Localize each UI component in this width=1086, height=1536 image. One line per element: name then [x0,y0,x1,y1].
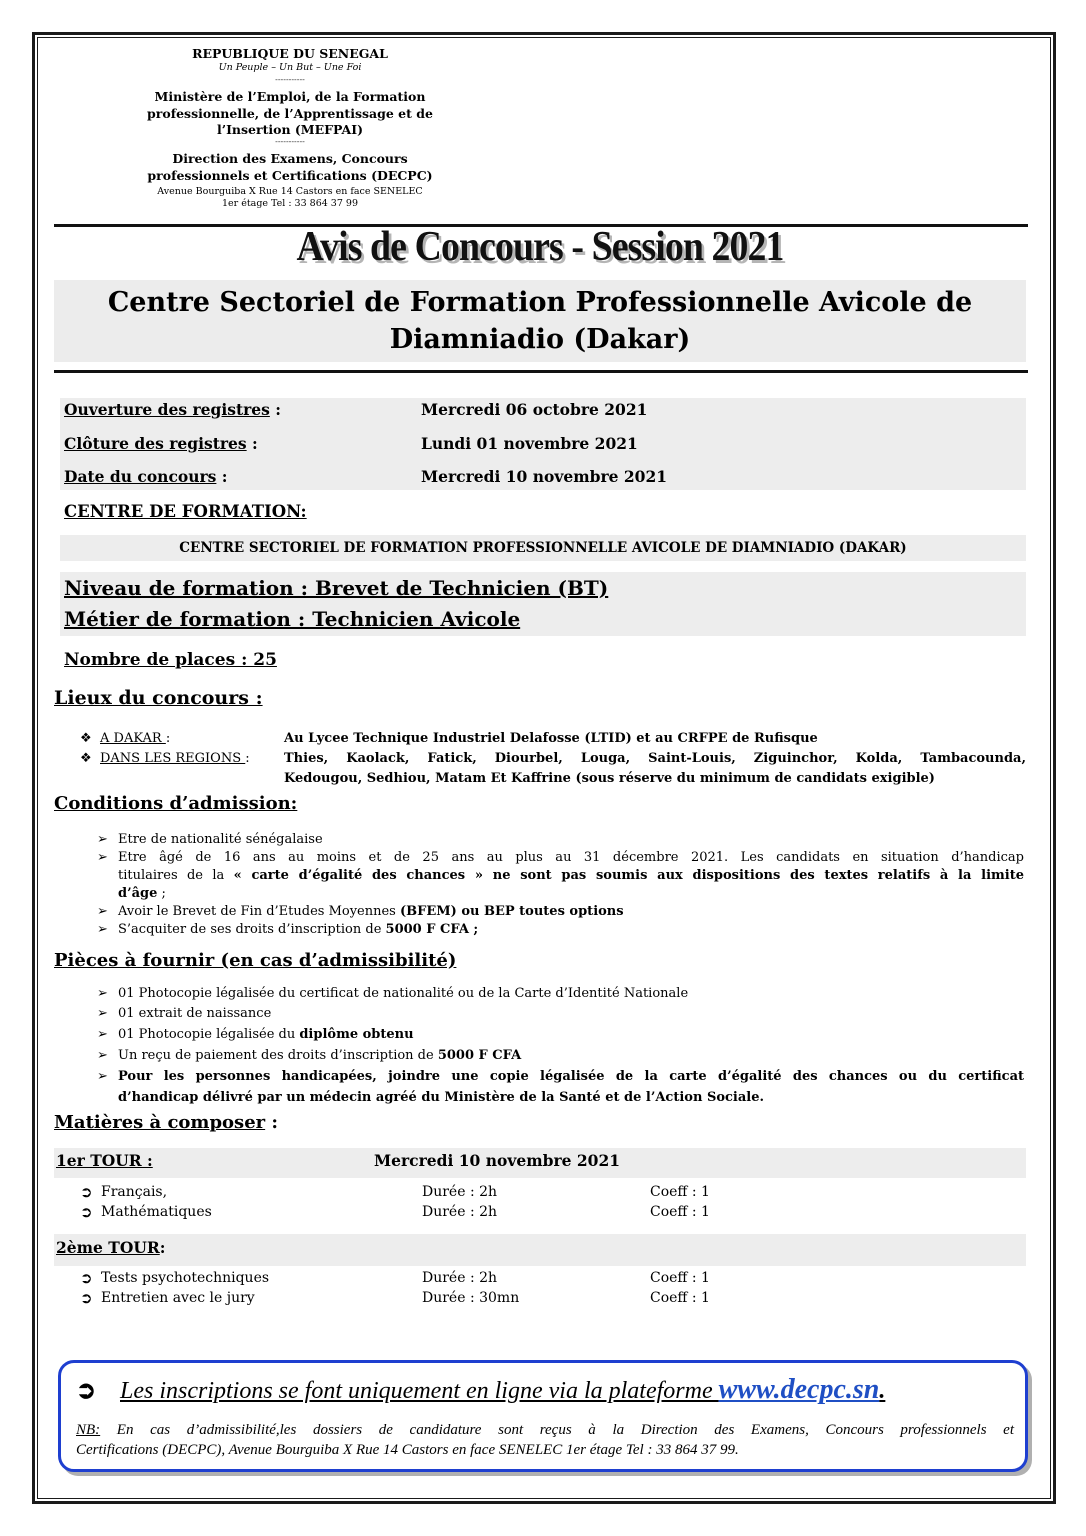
tour2-label: 2ème TOUR: [56,1238,166,1257]
lieu-regions-value-1: Thies, Kaolack, Fatick, Diourbel, Louga, Saint-Louis, Ziguinchor, Kolda, Tambacounda, [284,751,1026,766]
arrowhead-icon: ➢ [97,850,108,865]
ministry-line-3: l’Insertion (MEFPAI) [216,122,363,137]
nombre-places: Nombre de places : 25 [64,650,277,670]
centre-name: CENTRE SECTORIEL DE FORMATION PROFESSIONNELLE AVICOLE DE DIAMNIADIO (DAKAR) [179,540,907,556]
arrowhead-icon: ➢ [97,922,108,937]
date-value: Mercredi 10 novembre 2021 [421,467,668,486]
separator: ----------- [275,137,305,146]
subject-coeff: Coeff : 1 [650,1204,710,1220]
piece-item-cont: d’handicap délivré par un médecin agréé du Ministère de la Santé et de l’Action Sociale. [118,1090,765,1105]
subject-name: Tests psychotechniques [101,1270,270,1286]
condition-item: Etre âgé de 16 ans au moins et de 25 ans au plus au 31 décembre 2021. Les candidats en situation d’handicap [118,850,1024,865]
notice-nb-line-2: Certifications (DECPC), Avenue Bourguiba X Rue 14 Castors en face SENELEC 1er étage Tel : 33 864 37 99. [76,1442,739,1458]
pieces-heading: Pièces à fournir (en cas d’admissibilité) [54,950,457,971]
subject-coeff: Coeff : 1 [650,1184,710,1200]
condition-item-cont: d’âge ; [118,886,166,901]
lieu-dakar-value: Au Lycee Technique Industriel Delafosse (LTID) et au CRFPE de Rufisque [284,731,818,746]
condition-item-cont: titulaires de la « carte d’égalité des chances » ne sont pas soumis aux dispositions des textes relatifs à la limite [118,868,1024,883]
piece-item: Pour les personnes handicapées, joindre une copie légalisée de la carte d’égalité des chances ou du certificat [118,1069,1024,1084]
centre-heading: CENTRE DE FORMATION: [64,502,307,521]
motto: Un Peuple – Un But – Une Foi [218,62,362,73]
lieu-regions-label: DANS LES REGIONS : [100,751,250,766]
arrowhead-icon: ➢ [97,832,108,847]
subtitle-line-2: Diamniadio (Dakar) [389,324,691,355]
date-value: Mercredi 06 octobre 2021 [421,400,648,419]
date-label: Clôture des registres [64,434,247,453]
condition-item: S’acquiter de ses droits d’inscription de 5000 F CFA ; [118,922,479,937]
circle-arrow-icon: ➲ [80,1269,93,1287]
subject-name: Entretien avec le jury [101,1290,255,1306]
date-label: Ouverture des registres [64,400,270,419]
subject-coeff: Coeff : 1 [650,1290,710,1306]
ministry-line-1: Ministère de l’Emploi, de la Formation [154,89,426,104]
subject-name: Français, [101,1184,168,1200]
matieres-heading: Matières à composer : [54,1112,279,1133]
subtitle-line-1: Centre Sectoriel de Formation Professionnelle Avicole de [107,287,973,318]
piece-item: 01 Photocopie légalisée du certificat de nationalité ou de la Carte d’Identité Nationale [118,986,689,1001]
arrowhead-icon: ➢ [97,1069,108,1084]
arrowhead-icon: ➢ [97,904,108,919]
lieux-heading: Lieux du concours : [54,687,263,709]
nb-label: NB: [76,1422,101,1438]
condition-item: Etre de nationalité sénégalaise [118,832,323,847]
piece-item: 01 extrait de naissance [118,1006,272,1021]
notice-main: Les inscriptions se font uniquement en ligne via la plateforme www.decpc.sn. [120,1374,886,1405]
circle-arrow-icon: ➲ [76,1375,97,1404]
arrowhead-icon: ➢ [97,1027,108,1042]
date-label: Date du concours [64,467,217,486]
circle-arrow-icon: ➲ [80,1183,93,1201]
arrowhead-icon: ➢ [97,1048,108,1063]
subject-duration: Durée : 2h [422,1270,498,1286]
tour1-date: Mercredi 10 novembre 2021 [374,1151,621,1170]
direction-line-1: Direction des Examens, Concours [172,151,408,166]
date-row-exam: Date du concours : [64,467,228,486]
subject-name: Mathématiques [101,1204,212,1220]
mid-rule [54,370,1028,373]
date-row-closing: Clôture des registres : [64,434,258,453]
decpc-link[interactable]: www.decpc.sn [718,1374,880,1405]
address-line-1: Avenue Bourguiba X Rue 14 Castors en face SENELEC [157,186,423,197]
subject-coeff: Coeff : 1 [650,1270,710,1286]
lieu-dakar-label: A DAKAR : [100,731,171,746]
piece-item: 01 Photocopie légalisée du diplôme obtenu [118,1027,414,1042]
lieu-regions-value-2: Kedougou, Sedhiou, Matam Et Kaffrine (sous réserve du minimum de candidats exigible) [284,771,935,786]
separator: ----------- [275,75,305,84]
diamond-icon: ❖ [80,751,92,766]
notice-nb-line-1: NB: En cas d’admissibilité,les dossiers de candidature sont reçus à la Direction des Examens, Concours professionnels et [76,1422,1014,1438]
tour2-bar [54,1234,1026,1266]
republic-name: REPUBLIQUE DU SENEGAL [192,46,388,61]
arrowhead-icon: ➢ [97,1006,108,1021]
arrowhead-icon: ➢ [97,986,108,1001]
date-row-opening: Ouverture des registres : [64,400,281,419]
piece-item: Un reçu de paiement des droits d’inscription de 5000 F CFA [118,1048,522,1063]
tour1-label: 1er TOUR : [56,1151,153,1170]
address-line-2: 1er étage Tel : 33 864 37 99 [221,198,358,209]
date-value: Lundi 01 novembre 2021 [421,434,638,453]
subject-duration: Durée : 30mn [422,1290,520,1306]
subject-duration: Durée : 2h [422,1184,498,1200]
direction-line-2: professionnels et Certifications (DECPC) [147,168,433,183]
conditions-heading: Conditions d’admission: [54,793,298,814]
ministry-line-2: professionnelle, de l’Apprentissage et de [147,106,433,121]
subject-duration: Durée : 2h [422,1204,498,1220]
diamond-icon: ❖ [80,731,92,746]
condition-item: Avoir le Brevet de Fin d’Etudes Moyennes (BFEM) ou BEP toutes options [118,904,624,919]
niveau-formation: Niveau de formation : Brevet de Technicien (BT) [64,576,609,600]
circle-arrow-icon: ➲ [80,1203,93,1221]
circle-arrow-icon: ➲ [80,1289,93,1307]
metier-formation: Métier de formation : Technicien Avicole [64,607,521,631]
subtitle [54,284,1026,358]
page-title: Avis de Concours - Session 2021 [296,224,784,270]
